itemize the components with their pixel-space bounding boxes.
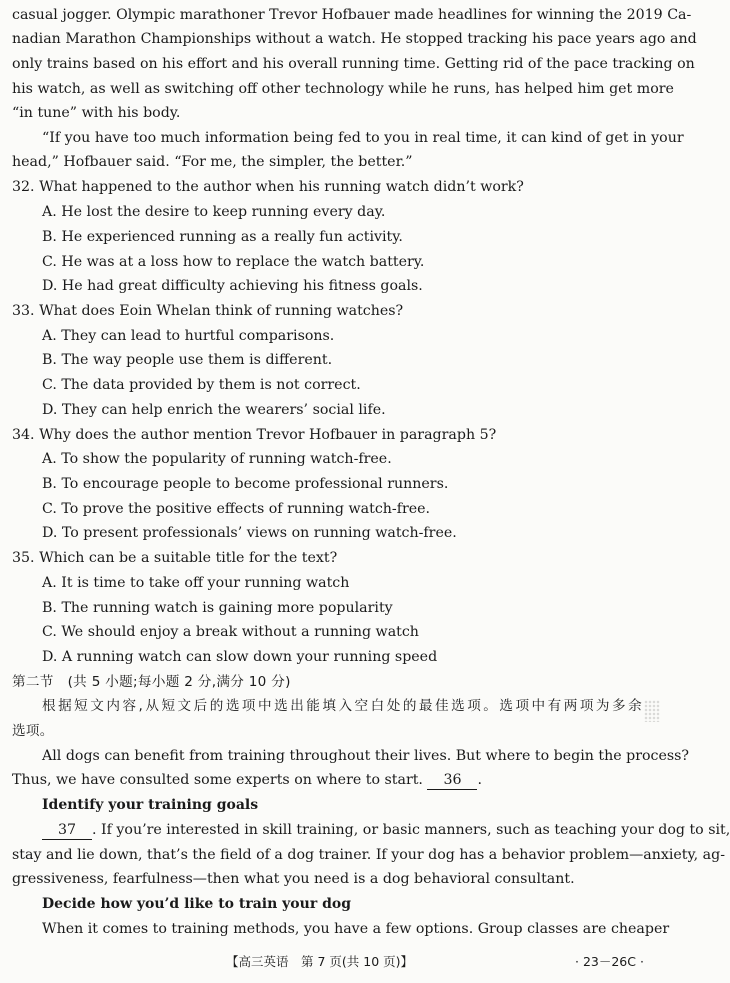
question-32-option-b[interactable]: B. He experienced running as a really fun activity. <box>42 229 403 245</box>
footer-code: · 23－26C · <box>575 954 644 969</box>
question-33-option-b[interactable]: B. The way people use them is different. <box>42 352 333 368</box>
question-35-stem: 35. Which can be a suitable title for the text? <box>12 550 338 566</box>
blank-37[interactable]: 37 <box>42 821 92 840</box>
question-35-option-d[interactable]: D. A running watch can slow down your running speed <box>42 649 438 665</box>
question-33-option-a[interactable]: A. They can lead to hurtful comparisons. <box>42 328 335 344</box>
question-35-option-c[interactable]: C. We should enjoy a break without a running watch <box>42 624 419 640</box>
question-32-option-c[interactable]: C. He was at a loss how to replace the watch battery. <box>42 254 425 270</box>
cloze-paragraph-line: When it comes to training methods, you have a few options. Group classes are cheaper <box>42 921 670 937</box>
cloze-paragraph-line: stay and lie down, that’s the field of a dog trainer. If your dog has a behavior problem—anxiety, ag- <box>12 847 725 863</box>
subheading-train-your-dog: Decide how you’d like to train your dog <box>42 896 351 912</box>
passage-line: “If you have too much information being fed to you in real time, it can kind of get in your <box>42 130 684 146</box>
passage-line: nadian Marathon Championships without a watch. He stopped tracking his pace years ago and <box>12 31 697 47</box>
question-32-stem: 32. What happened to the author when his running watch didn’t work? <box>12 179 524 195</box>
section-2-instructions: 选项。 <box>12 723 54 739</box>
blank-36[interactable]: 36 <box>427 771 477 790</box>
passage-line: his watch, as well as switching off other technology while he runs, has helped him get more <box>12 81 674 97</box>
scan-speckle <box>644 700 660 722</box>
question-33-option-d[interactable]: D. They can help enrich the wearers’ social life. <box>42 402 386 418</box>
cloze-text: . If you’re interested in skill training, or basic manners, such as teaching your dog to sit, <box>92 822 730 838</box>
passage-line: “in tune” with his body. <box>12 105 181 121</box>
passage-line: casual jogger. Olympic marathoner Trevor Hofbauer made headlines for winning the 2019 Ca- <box>12 7 692 23</box>
question-34-option-b[interactable]: B. To encourage people to become professional runners. <box>42 476 449 492</box>
question-34-option-c[interactable]: C. To prove the positive effects of running watch-free. <box>42 501 431 517</box>
cloze-paragraph-line <box>42 821 730 840</box>
question-32-option-d[interactable]: D. He had great difficulty achieving his fitness goals. <box>42 278 423 294</box>
passage-line: only trains based on his effort and his overall running time. Getting rid of the pace tracking on <box>12 56 695 72</box>
question-34-option-d[interactable]: D. To present professionals’ views on running watch-free. <box>42 525 457 541</box>
passage-line: head,” Hofbauer said. “For me, the simpler, the better.” <box>12 154 413 170</box>
question-34-stem: 34. Why does the author mention Trevor Hofbauer in paragraph 5? <box>12 427 497 443</box>
question-33-stem: 33. What does Eoin Whelan think of running watches? <box>12 303 404 319</box>
page-footer <box>0 952 662 972</box>
cloze-paragraph-line: Thus, we have consulted some experts on where to start. 36 . <box>12 772 482 788</box>
footer-page-info: 【高三英语 第 7 页(共 10 页)】 <box>226 954 414 969</box>
question-33-option-c[interactable]: C. The data provided by them is not correct. <box>42 377 361 393</box>
cloze-paragraph-line: All dogs can benefit from training throughout their lives. But where to begin the process? <box>42 748 690 764</box>
section-2-heading: 第二节 (共 5 小题;每小题 2 分,满分 10 分) <box>12 674 291 690</box>
section-2-instructions: 根据短文内容,从短文后的选项中选出能填入空白处的最佳选项。选项中有两项为多余 <box>42 698 642 714</box>
question-35-option-b[interactable]: B. The running watch is gaining more popularity <box>42 600 393 616</box>
subheading-training-goals: Identify your training goals <box>42 797 259 813</box>
question-35-option-a[interactable]: A. It is time to take off your running watch <box>42 575 350 591</box>
cloze-text: Thus, we have consulted some experts on where to start. <box>12 772 423 788</box>
cloze-paragraph-line: gressiveness, fearfulness—then what you need is a dog behavioral consultant. <box>12 871 575 887</box>
question-32-option-a[interactable]: A. He lost the desire to keep running every day. <box>42 204 386 220</box>
question-34-option-a[interactable]: A. To show the popularity of running watch-free. <box>42 451 392 467</box>
